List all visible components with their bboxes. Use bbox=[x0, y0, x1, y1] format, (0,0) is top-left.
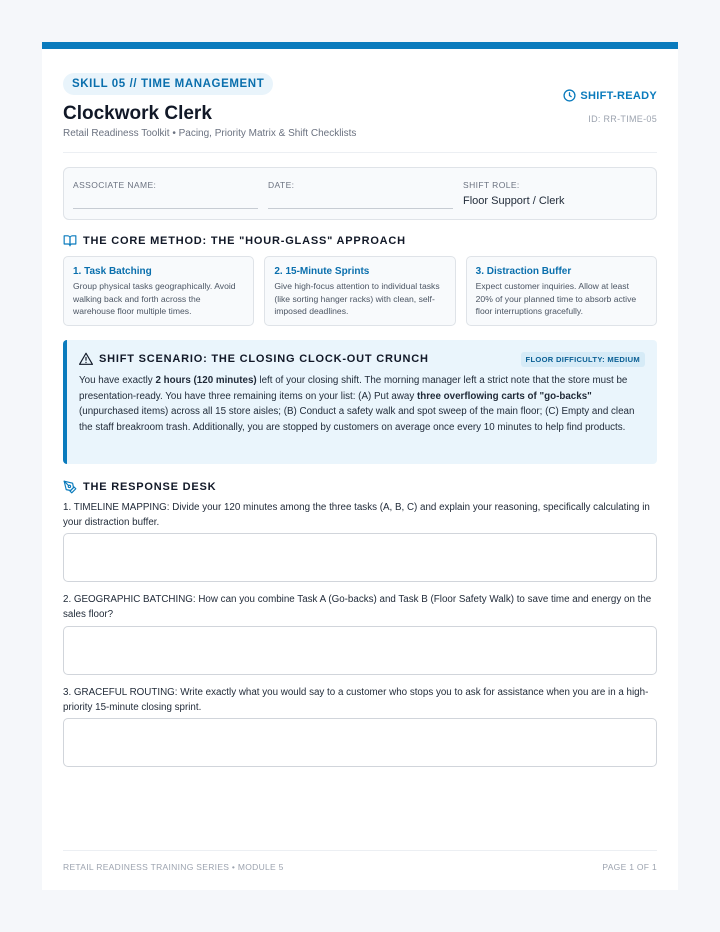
method-card-title: 1. Task Batching bbox=[73, 266, 152, 277]
method-card-body: Give high-focus attention to individual tasks (like sorting hanger racks) with clean, self-imposed deadlines. bbox=[274, 281, 440, 316]
shift-role-value: Floor Support / Clerk bbox=[463, 195, 565, 207]
method-card-title: 2. 15-Minute Sprints bbox=[274, 266, 370, 277]
associate-name-label: ASSOCIATE NAME: bbox=[73, 180, 157, 190]
difficulty-badge: FLOOR DIFFICULTY: MEDIUM bbox=[521, 352, 645, 367]
method-cards bbox=[63, 256, 657, 326]
header-divider bbox=[63, 152, 657, 153]
question-2: 2. GEOGRAPHIC BATCHING: How can you combine Task A (Go-backs) and Task B (Floor Safety Walk) to save time and energy on the sales floor? bbox=[63, 594, 652, 620]
date-field[interactable] bbox=[268, 180, 453, 209]
scenario-title: SHIFT SCENARIO: THE CLOSING CLOCK-OUT CRUNCH bbox=[99, 352, 429, 365]
answer-box-2[interactable] bbox=[63, 626, 657, 675]
core-method-title: THE CORE METHOD: THE "HOUR-GLASS" APPROACH bbox=[83, 234, 406, 247]
associate-name-line[interactable] bbox=[73, 208, 258, 209]
core-method-heading bbox=[63, 234, 406, 247]
footer-series: RETAIL READINESS TRAINING SERIES • MODULE 5 bbox=[63, 862, 284, 872]
footer-divider bbox=[63, 850, 657, 851]
status-badge bbox=[563, 89, 657, 102]
scenario-emphasis: three overflowing carts of "go-backs" bbox=[417, 390, 592, 402]
date-line[interactable] bbox=[268, 208, 453, 209]
method-card bbox=[63, 256, 254, 326]
response-desk-heading bbox=[63, 480, 216, 494]
method-card bbox=[466, 256, 657, 326]
scenario-text bbox=[79, 373, 645, 435]
shift-role-field bbox=[463, 180, 648, 207]
scenario-text-part: (unpurchased items) across all 15 store aisles; (B) Conduct a safety walk and spot sweep of the main floor; (C) Empty and clean the staff breakroom trash. Additionally, you are stopped by customers on average once every 10 minutes to help find products. bbox=[79, 406, 635, 433]
associate-info-box bbox=[63, 167, 657, 220]
response-desk-title: THE RESPONSE DESK bbox=[83, 481, 217, 493]
method-card-body: Expect customer inquiries. Allow at least 20% of your planned time to absorb active floor interruptions gracefully. bbox=[475, 281, 637, 316]
method-card-title: 3. Distraction Buffer bbox=[475, 266, 572, 277]
scenario-text-part: You have exactly bbox=[79, 375, 156, 386]
shift-scenario-panel bbox=[63, 340, 657, 464]
pen-icon bbox=[63, 480, 77, 494]
worksheet-page bbox=[42, 42, 678, 890]
answer-box-3[interactable] bbox=[63, 718, 657, 767]
method-card bbox=[264, 256, 455, 326]
warning-icon bbox=[79, 352, 93, 365]
scenario-text-part: left of your closing shift. The morning manager left a strict note that the store must be presentation-ready. You have three remaining items on your list: (A) Put away bbox=[79, 375, 628, 402]
clock-icon bbox=[563, 89, 576, 102]
date-label: DATE: bbox=[268, 180, 295, 190]
book-icon bbox=[63, 234, 77, 247]
associate-name-field[interactable] bbox=[73, 180, 258, 209]
status-label: SHIFT-READY bbox=[580, 89, 657, 102]
page-subtitle: Retail Readiness Toolkit • Pacing, Priority Matrix & Shift Checklists bbox=[63, 128, 357, 139]
method-card-body: Group physical tasks geographically. Avoid walking back and forth across the warehouse floor multiple times. bbox=[73, 281, 236, 316]
answer-box-1[interactable] bbox=[63, 533, 657, 582]
footer-page-number: PAGE 1 OF 1 bbox=[602, 862, 657, 872]
document-id: ID: RR-TIME-05 bbox=[588, 114, 657, 124]
page-title: Clockwork Clerk bbox=[63, 103, 212, 124]
question-1: 1. TIMELINE MAPPING: Divide your 120 minutes among the three tasks (A, B, C) and explain your reasoning, specifically calculating in your distraction buffer. bbox=[63, 502, 650, 528]
shift-role-label: SHIFT ROLE: bbox=[463, 180, 520, 190]
skill-tag: SKILL 05 // TIME MANAGEMENT bbox=[63, 73, 273, 95]
question-3: 3. GRACEFUL ROUTING: Write exactly what you would say to a customer who stops you to ask for assistance when you are in a high-priority 15-minute closing sprint. bbox=[63, 687, 649, 713]
scenario-emphasis: 2 hours (120 minutes) bbox=[155, 375, 257, 386]
